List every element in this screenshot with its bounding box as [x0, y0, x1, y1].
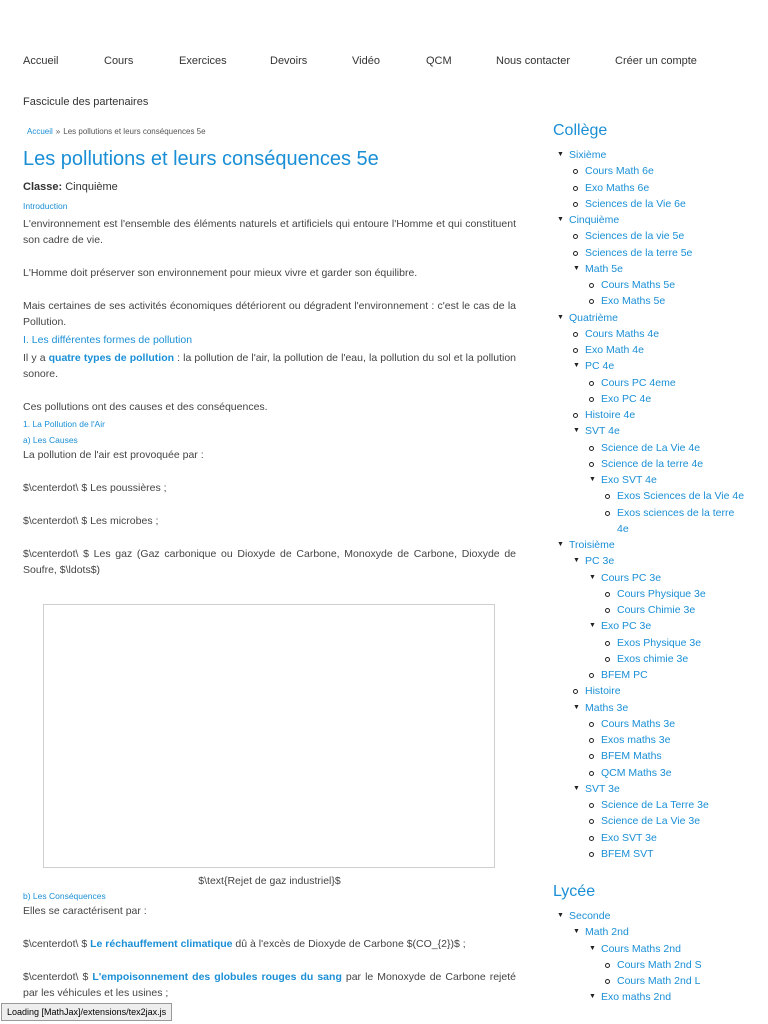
sidebar-tree-item	[553, 846, 763, 862]
bullet-microbes: $\centerdot\ $ Les microbes ;	[23, 515, 159, 527]
bullet-blood-poisoning: $\centerdot\ $ L'empoisonnement des globules rouges du sang par le Monoxyde de Carbone rejeté par les véhicules et les usines ;	[23, 971, 516, 999]
sidebar-tree-item	[553, 358, 763, 374]
sidebar-link[interactable]: Cours Math 2nd S	[617, 958, 702, 971]
expand-caret-icon[interactable]: ▼	[557, 151, 564, 158]
sidebar-link[interactable]: Cours Maths 2nd	[601, 942, 681, 955]
list-bullet-icon	[573, 234, 578, 239]
sidebar-link[interactable]: BFEM Maths	[601, 750, 662, 763]
sidebar-link[interactable]: Math 5e	[585, 262, 623, 275]
sidebar-tree-item	[553, 261, 763, 277]
sidebar-tree-item	[553, 228, 763, 244]
sidebar-tree-item	[553, 830, 763, 846]
sidebar-link[interactable]: Cours PC 3e	[601, 571, 662, 584]
sidebar-tree-item	[553, 716, 763, 732]
list-bullet-icon	[589, 462, 594, 467]
sidebar-link[interactable]: Histoire	[585, 685, 621, 698]
expand-caret-icon[interactable]: ▼	[573, 362, 580, 370]
list-bullet-icon	[573, 169, 578, 174]
sidebar-link[interactable]: Cours Chimie 3e	[617, 604, 696, 616]
sidebar-tree-item	[553, 570, 763, 586]
lycee-tree	[553, 908, 763, 1006]
nav-cours-link[interactable]: Cours	[104, 55, 134, 67]
paragraph-preserve: L'Homme doit préserver son environnement pour mieux vivre et garder son équilibre.	[23, 267, 418, 279]
subheading-causes: a) Les Causes	[23, 435, 78, 445]
sidebar-link[interactable]: Cours Maths 3e	[601, 717, 676, 730]
sidebar-tree-item	[553, 440, 763, 456]
list-bullet-icon	[573, 202, 578, 207]
list-bullet-icon	[605, 641, 610, 646]
sidebar-link[interactable]: Maths 3e	[585, 701, 629, 714]
nav-contact-link[interactable]: Nous contacter	[496, 55, 570, 67]
sidebar-link[interactable]: Sciences de la terre 5e	[585, 246, 693, 259]
list-bullet-icon	[605, 979, 610, 984]
sidebar-link[interactable]: Cinquième	[569, 214, 620, 226]
nav-exercices-link[interactable]: Exercices	[179, 55, 227, 67]
classe-value: Cinquième	[65, 181, 118, 193]
expand-caret-icon[interactable]: ▼	[573, 264, 580, 272]
sidebar-tree-item	[553, 732, 763, 748]
expand-caret-icon[interactable]: ▼	[589, 573, 596, 581]
expand-caret-icon[interactable]: ▼	[573, 427, 580, 435]
list-bullet-icon	[573, 413, 578, 418]
sidebar-tree-item	[553, 537, 763, 553]
expand-caret-icon[interactable]: ▼	[573, 557, 580, 565]
sidebar-tree-item	[553, 957, 763, 973]
list-bullet-icon	[605, 511, 610, 516]
sidebar-tree-item	[553, 456, 763, 472]
sidebar-link[interactable]: BFEM SVT	[601, 847, 654, 860]
lycee-widget-title: Lycée	[553, 883, 596, 900]
sidebar-tree-item	[553, 781, 763, 797]
sidebar-tree-item	[553, 700, 763, 716]
list-bullet-icon	[589, 299, 594, 304]
sidebar-link[interactable]: Cours Physique 3e	[617, 587, 706, 600]
paragraph-types: Il y a quatre types de pollution : la pollution de l'air, la pollution de l'eau, la pollution du sol et la pollution sonore.	[23, 352, 517, 380]
page-title: Les pollutions et leurs conséquences 5e	[23, 148, 379, 170]
sidebar-link[interactable]: BFEM PC	[601, 669, 648, 681]
sidebar-link[interactable]: Math 2nd	[585, 926, 629, 939]
sidebar-link[interactable]: Exo SVT 3e	[601, 831, 657, 844]
sidebar-tree-item	[553, 683, 763, 699]
expand-caret-icon[interactable]: ▼	[557, 216, 564, 223]
expand-caret-icon[interactable]: ▼	[589, 476, 596, 483]
sidebar-tree-item	[553, 553, 763, 569]
sidebar-tree-item	[553, 748, 763, 764]
sidebar-tree-item	[553, 391, 763, 407]
sidebar-tree-item	[553, 423, 763, 439]
paragraph-causes-consequences: Ces pollutions ont des causes et des conséquences.	[23, 401, 268, 413]
expand-caret-icon[interactable]: ▼	[589, 993, 596, 1001]
paragraph-environment: L'environnement est l'ensemble des éléments naturels et artificiels qui entoure l'Homme et qui constituent son cadre de vie.	[23, 218, 516, 246]
expand-caret-icon[interactable]: ▼	[557, 313, 564, 321]
sidebar-link[interactable]: Sciences de la vie 5e	[585, 230, 685, 243]
list-bullet-icon	[589, 819, 594, 824]
breadcrumb-home-link[interactable]: Accueil	[27, 127, 53, 136]
bullet-dust: $\centerdot\ $ Les poussières ;	[23, 482, 167, 494]
sidebar-link[interactable]: Exo PC 3e	[601, 620, 652, 633]
sidebar-link[interactable]: Exos sciences de la terre 4e	[617, 506, 735, 535]
sidebar-tree-item	[553, 212, 763, 228]
list-bullet-icon	[589, 771, 594, 776]
global-warming-link[interactable]: Le réchauffement climatique	[90, 938, 233, 950]
breadcrumb-separator: »	[55, 127, 61, 136]
sidebar-link[interactable]: QCM Maths 3e	[601, 766, 672, 779]
expand-caret-icon[interactable]: ▼	[557, 541, 564, 548]
list-bullet-icon	[605, 592, 610, 597]
sidebar-tree-item	[553, 196, 763, 212]
sidebar-tree-item	[553, 797, 763, 813]
mathjax-loading-status: Loading [MathJax]/extensions/tex2jax.js	[1, 1003, 172, 1021]
section-heading-forms: I. Les différentes formes de pollution	[23, 334, 193, 346]
industrial-gas-image	[43, 604, 495, 868]
sidebar-link[interactable]: Science de La Vie 3e	[601, 815, 701, 828]
list-bullet-icon	[589, 722, 594, 727]
sidebar-tree-item	[553, 908, 763, 924]
sidebar-link[interactable]: Exos chimie 3e	[617, 652, 689, 665]
expand-caret-icon[interactable]: ▼	[573, 784, 580, 792]
classe-label: Classe:	[23, 181, 63, 193]
sidebar-link[interactable]: PC 4e	[585, 360, 615, 373]
sidebar-link[interactable]: Cours Math 2nd L	[617, 975, 701, 987]
sidebar-tree-item	[553, 586, 763, 602]
list-bullet-icon	[589, 446, 594, 451]
list-bullet-icon	[573, 251, 578, 256]
bullet-gases: $\centerdot\ $ Les gaz (Gaz carbonique ou Dioxyde de Carbone, Monoxyde de Carbone, Dioxyde de Soufre, $\ldots$)	[23, 548, 516, 576]
sidebar	[553, 120, 763, 1006]
list-bullet-icon	[589, 754, 594, 759]
sidebar-link[interactable]: SVT 3e	[585, 782, 620, 795]
sidebar-link[interactable]: Sixième	[569, 149, 607, 161]
list-bullet-icon	[589, 738, 594, 743]
nav-qcm-link[interactable]: QCM	[426, 55, 452, 67]
sidebar-tree-item	[553, 505, 763, 538]
sidebar-link[interactable]: Science de la terre 4e	[601, 457, 704, 470]
classe-line	[23, 180, 516, 194]
list-bullet-icon	[573, 348, 578, 353]
pollution-types-link[interactable]: quatre types de pollution	[48, 352, 175, 364]
college-widget-title: Collège	[553, 122, 608, 139]
list-bullet-icon	[589, 803, 594, 808]
sidebar-link[interactable]: PC 3e	[585, 555, 615, 568]
sidebar-tree-item	[553, 765, 763, 781]
sidebar-link[interactable]: Exo maths 2nd	[601, 991, 672, 1004]
sidebar-link[interactable]: Troisième	[569, 539, 615, 551]
sidebar-link[interactable]: Exo Maths 6e	[585, 181, 650, 194]
sidebar-link[interactable]: Histoire 4e	[585, 409, 636, 421]
sidebar-tree-item	[553, 310, 763, 326]
sidebar-tree-item	[553, 488, 763, 504]
sidebar-tree-item	[553, 326, 763, 342]
subheading-consequences: b) Les Conséquences	[23, 891, 106, 901]
sidebar-link[interactable]: Exo Math 4e	[585, 344, 644, 356]
sidebar-tree-item	[553, 277, 763, 293]
list-bullet-icon	[573, 186, 578, 191]
sidebar-tree-item	[553, 180, 763, 196]
sidebar-tree-item	[553, 293, 763, 309]
sidebar-tree-item	[553, 989, 763, 1005]
sidebar-tree-item	[553, 973, 763, 989]
list-bullet-icon	[589, 397, 594, 402]
sidebar-link[interactable]: Exos Physique 3e	[617, 636, 702, 649]
sidebar-tree-item	[553, 342, 763, 358]
sidebar-tree-item	[553, 375, 763, 391]
sidebar-link[interactable]: Quatrième	[569, 311, 619, 324]
sidebar-link[interactable]: Exo PC 4e	[601, 392, 652, 405]
paragraph-air-causes: La pollution de l'air est provoquée par :	[23, 449, 204, 461]
sidebar-link[interactable]: Seconde	[569, 910, 611, 922]
sidebar-tree-item	[553, 813, 763, 829]
article	[23, 122, 516, 1001]
sidebar-tree-item	[553, 245, 763, 261]
blood-poisoning-link[interactable]: L'empoisonnement des globules rouges du sang	[92, 971, 342, 983]
breadcrumb-current: Les pollutions et leurs conséquences 5e	[63, 127, 206, 136]
sidebar-tree-item	[553, 472, 763, 488]
list-bullet-icon	[589, 381, 594, 386]
nav-video-link[interactable]: Vidéo	[352, 55, 380, 67]
paragraph-pollution: Mais certaines de ses activités économiques détériorent ou dégradent l'environnement : c'est le cas de la Pollution.	[23, 300, 516, 328]
paragraph-consequences: Elles se caractérisent par :	[23, 905, 147, 917]
nav-create-account-link[interactable]: Créer un compte	[615, 55, 697, 67]
sidebar-link[interactable]: Sciences de la Vie 6e	[585, 197, 686, 210]
sidebar-link[interactable]: Exos Sciences de la Vie 4e	[617, 490, 745, 503]
breadcrumb	[27, 127, 516, 136]
list-bullet-icon	[605, 657, 610, 662]
list-bullet-icon	[605, 963, 610, 968]
sidebar-link[interactable]: Exo SVT 4e	[601, 474, 657, 486]
sidebar-tree-item	[553, 618, 763, 634]
list-bullet-icon	[589, 673, 594, 678]
sidebar-tree-item	[553, 635, 763, 651]
sidebar-tree-item	[553, 924, 763, 940]
list-bullet-icon	[589, 836, 594, 841]
expand-caret-icon[interactable]: ▼	[589, 944, 596, 952]
list-bullet-icon	[605, 494, 610, 499]
image-caption: $\text{Rejet de gaz industriel}$	[198, 875, 341, 887]
sidebar-link[interactable]: Science de La Terre 3e	[601, 799, 709, 811]
expand-caret-icon[interactable]: ▼	[573, 928, 580, 936]
sidebar-link[interactable]: Cours Maths 4e	[585, 327, 660, 340]
nav-accueil-link[interactable]: Accueil	[23, 55, 59, 67]
nav-partners-link[interactable]: Fascicule des partenaires	[23, 96, 149, 108]
list-bullet-icon	[573, 689, 578, 694]
list-bullet-icon	[589, 852, 594, 857]
expand-caret-icon[interactable]: ▼	[573, 703, 580, 711]
list-bullet-icon	[573, 332, 578, 337]
sidebar-link[interactable]: Exo Maths 5e	[601, 295, 666, 308]
sidebar-link[interactable]: Cours PC 4eme	[601, 376, 676, 389]
sidebar-tree-item	[553, 651, 763, 667]
sidebar-tree-item	[553, 147, 763, 163]
sidebar-tree-item	[553, 602, 763, 618]
sidebar-link[interactable]: Science de La Vie 4e	[601, 441, 701, 454]
sidebar-link[interactable]: Exos maths 3e	[601, 734, 671, 746]
subheading-air-pollution: 1. La Pollution de l'Air	[23, 419, 105, 429]
nav-devoirs-link[interactable]: Devoirs	[270, 55, 308, 67]
sidebar-tree-item	[553, 407, 763, 423]
list-bullet-icon	[589, 283, 594, 288]
sidebar-tree-item	[553, 667, 763, 683]
college-tree	[553, 147, 763, 862]
top-navigation	[23, 55, 723, 71]
sidebar-link[interactable]: Cours Math 6e	[585, 165, 654, 178]
intro-heading: Introduction	[23, 201, 68, 211]
sidebar-tree-item	[553, 941, 763, 957]
expand-caret-icon[interactable]: ▼	[557, 912, 564, 919]
list-bullet-icon	[605, 608, 610, 613]
sidebar-link[interactable]: Cours Maths 5e	[601, 279, 676, 291]
sidebar-tree-item	[553, 163, 763, 179]
expand-caret-icon[interactable]: ▼	[589, 622, 596, 630]
bullet-global-warming: $\centerdot\ $ Le réchauffement climatique dû à l'excès de Dioxyde de Carbone $(CO_{2})$ ;	[23, 938, 466, 950]
sidebar-link[interactable]: SVT 4e	[585, 425, 620, 438]
